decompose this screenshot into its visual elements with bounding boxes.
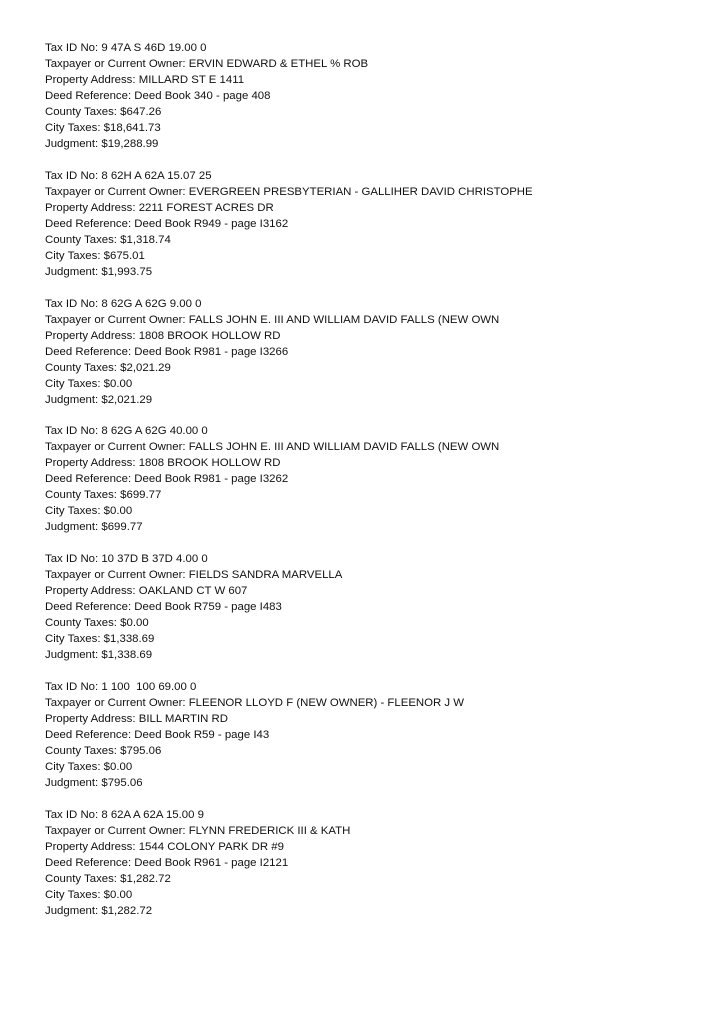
field-label: Taxpayer or Current Owner: (45, 824, 186, 837)
field-value: $1,318.74 (120, 233, 171, 246)
judgment-line (45, 903, 695, 919)
tax-record (45, 807, 695, 919)
field-value: $0.00 (120, 617, 149, 630)
field-value: $19,288.99 (101, 138, 159, 150)
owner-line (45, 312, 695, 328)
owner-line (45, 56, 695, 72)
tax-id-line (45, 679, 695, 695)
field-label: County Taxes: (45, 361, 117, 374)
field-label: Deed Reference: (45, 90, 132, 102)
field-value: Deed Book R981 - page I3262 (134, 473, 289, 486)
field-label: Property Address: (45, 840, 136, 853)
field-value: 1808 BROOK HOLLOW RD (138, 329, 281, 342)
field-value: 1544 COLONY PARK DR #9 (138, 840, 284, 853)
county-taxes-line (45, 360, 695, 376)
field-value: $1,282.72 (101, 904, 153, 917)
field-value: $795.06 (120, 744, 162, 757)
field-value: 8 62H A 62A 15.07 25 (101, 169, 212, 182)
field-value: Deed Book R759 - page I483 (134, 601, 282, 614)
field-value: $0.00 (103, 888, 133, 901)
county-taxes-line (45, 743, 695, 759)
field-label: Judgment: (45, 265, 99, 278)
field-label: Judgment: (45, 138, 99, 150)
property-address-line (45, 455, 695, 471)
tax-record (45, 551, 695, 663)
field-label: Taxpayer or Current Owner: (45, 441, 186, 454)
city-taxes-line (45, 759, 695, 775)
judgment-line (45, 519, 695, 535)
field-value: $18,641.73 (103, 122, 161, 134)
field-label: City Taxes: (45, 505, 101, 518)
field-value: $647.26 (120, 106, 162, 118)
judgment-line (45, 775, 695, 791)
field-label: Property Address: (45, 74, 136, 86)
deed-reference-line (45, 599, 695, 615)
field-label: City Taxes: (45, 377, 101, 390)
field-value: BILL MARTIN RD (138, 712, 228, 725)
field-value: $0.00 (103, 505, 133, 518)
field-label: Tax ID No: (45, 553, 99, 566)
tax-record (45, 40, 695, 152)
field-value: Deed Book R961 - page I2121 (134, 856, 289, 869)
judgment-line (45, 392, 695, 408)
field-value: 8 62A A 62A 15.00 9 (101, 808, 204, 821)
tax-id-line (45, 296, 695, 312)
field-label: County Taxes: (45, 489, 117, 502)
field-value: 8 62G A 62G 9.00 0 (101, 297, 202, 310)
city-taxes-line (45, 376, 695, 392)
tax-id-line (45, 168, 695, 184)
field-value: $0.00 (103, 760, 133, 773)
field-label: County Taxes: (45, 872, 117, 885)
field-label: Deed Reference: (45, 601, 132, 614)
deed-reference-line (45, 727, 695, 743)
tax-id-line (45, 807, 695, 823)
field-value: $699.77 (120, 489, 162, 502)
deed-reference-line (45, 471, 695, 487)
field-label: Taxpayer or Current Owner: (45, 313, 186, 326)
field-value: 2211 FOREST ACRES DR (138, 201, 274, 214)
city-taxes-line (45, 503, 695, 519)
field-value: 10 37D B 37D 4.00 0 (101, 553, 208, 566)
field-value: $0.00 (103, 377, 133, 390)
field-label: Tax ID No: (45, 297, 99, 310)
field-value: 1808 BROOK HOLLOW RD (138, 457, 281, 470)
field-label: City Taxes: (45, 122, 101, 134)
tax-id-line (45, 40, 695, 56)
field-value: $2,021.29 (101, 393, 153, 406)
field-label: Judgment: (45, 776, 99, 789)
field-value: 8 62G A 62G 40.00 0 (101, 425, 208, 438)
field-value: FALLS JOHN E. III AND WILLIAM DAVID FALLS (NEW OWN (188, 313, 500, 326)
deed-reference-line (45, 216, 695, 232)
field-value: Deed Book 340 - page 408 (134, 90, 271, 102)
field-value: Deed Book R981 - page I3266 (134, 345, 289, 358)
field-label: City Taxes: (45, 249, 101, 262)
field-label: County Taxes: (45, 233, 117, 246)
county-taxes-line (45, 871, 695, 887)
field-label: Deed Reference: (45, 728, 132, 741)
field-label: County Taxes: (45, 106, 117, 118)
property-address-line (45, 839, 695, 855)
field-value: 1 100 100 69.00 0 (101, 680, 197, 693)
field-value: $1,993.75 (101, 265, 153, 278)
field-label: Deed Reference: (45, 217, 132, 230)
field-label: Judgment: (45, 649, 99, 662)
field-label: Taxpayer or Current Owner: (45, 569, 186, 582)
field-label: Property Address: (45, 201, 136, 214)
field-value: MILLARD ST E 1411 (138, 74, 245, 86)
field-value: FALLS JOHN E. III AND WILLIAM DAVID FALLS (NEW OWN (188, 441, 500, 454)
field-label: City Taxes: (45, 760, 101, 773)
field-label: Judgment: (45, 521, 99, 534)
field-value: Deed Book R949 - page I3162 (134, 217, 289, 230)
tax-record (45, 168, 695, 280)
field-label: County Taxes: (45, 617, 117, 630)
field-label: Deed Reference: (45, 473, 132, 486)
field-value: 9 47A S 46D 19.00 0 (101, 42, 207, 54)
tax-record (45, 296, 695, 408)
deed-reference-line (45, 855, 695, 871)
field-value: $699.77 (101, 521, 143, 534)
field-value: $1,338.69 (101, 649, 153, 662)
tax-id-line (45, 423, 695, 439)
field-value: $1,282.72 (120, 872, 171, 885)
county-taxes-line (45, 615, 695, 631)
judgment-line (45, 264, 695, 280)
property-address-line (45, 328, 695, 344)
field-label: Tax ID No: (45, 42, 99, 54)
field-label: Taxpayer or Current Owner: (45, 58, 186, 70)
field-value: $2,021.29 (120, 361, 171, 374)
property-address-line (45, 711, 695, 727)
field-label: Tax ID No: (45, 808, 99, 821)
county-taxes-line (45, 487, 695, 503)
county-taxes-line (45, 104, 695, 120)
field-label: Tax ID No: (45, 680, 99, 693)
property-address-line (45, 72, 695, 88)
deed-reference-line (45, 88, 695, 104)
property-address-line (45, 583, 695, 599)
judgment-line (45, 136, 695, 152)
owner-line (45, 567, 695, 583)
field-label: Property Address: (45, 329, 136, 342)
field-label: Judgment: (45, 904, 99, 917)
field-value: $795.06 (101, 776, 143, 789)
field-label: Property Address: (45, 712, 136, 725)
field-label: Taxpayer or Current Owner: (45, 696, 186, 709)
field-label: City Taxes: (45, 633, 101, 646)
deed-reference-line (45, 344, 695, 360)
field-value: EVERGREEN PRESBYTERIAN - GALLIHER DAVID CHRISTOPHE (188, 185, 533, 198)
field-value: $675.01 (103, 249, 145, 262)
judgment-line (45, 647, 695, 663)
field-label: Deed Reference: (45, 856, 132, 869)
tax-id-line (45, 551, 695, 567)
city-taxes-line (45, 248, 695, 264)
field-value: FLYNN FREDERICK III & KATH (188, 824, 351, 837)
county-taxes-line (45, 232, 695, 248)
field-label: Tax ID No: (45, 169, 99, 182)
field-label: Property Address: (45, 457, 136, 470)
property-address-line (45, 200, 695, 216)
field-label: County Taxes: (45, 744, 117, 757)
tax-record (45, 679, 695, 791)
field-value: Deed Book R59 - page I43 (134, 728, 270, 741)
field-value: ERVIN EDWARD & ETHEL % ROB (188, 58, 369, 70)
city-taxes-line (45, 631, 695, 647)
owner-line (45, 695, 695, 711)
city-taxes-line (45, 120, 695, 136)
owner-line (45, 184, 695, 200)
city-taxes-line (45, 887, 695, 903)
field-label: Tax ID No: (45, 425, 99, 438)
owner-line (45, 823, 695, 839)
field-label: Deed Reference: (45, 345, 132, 358)
field-label: Judgment: (45, 393, 99, 406)
field-value: FIELDS SANDRA MARVELLA (188, 569, 343, 582)
tax-record (45, 423, 695, 535)
tax-record-list (45, 40, 695, 935)
owner-line (45, 439, 695, 455)
field-label: City Taxes: (45, 888, 101, 901)
field-label: Property Address: (45, 585, 136, 598)
field-label: Taxpayer or Current Owner: (45, 185, 186, 198)
field-value: $1,338.69 (103, 633, 155, 646)
field-value: OAKLAND CT W 607 (138, 585, 248, 598)
field-value: FLEENOR LLOYD F (NEW OWNER) - FLEENOR J W (188, 696, 465, 709)
